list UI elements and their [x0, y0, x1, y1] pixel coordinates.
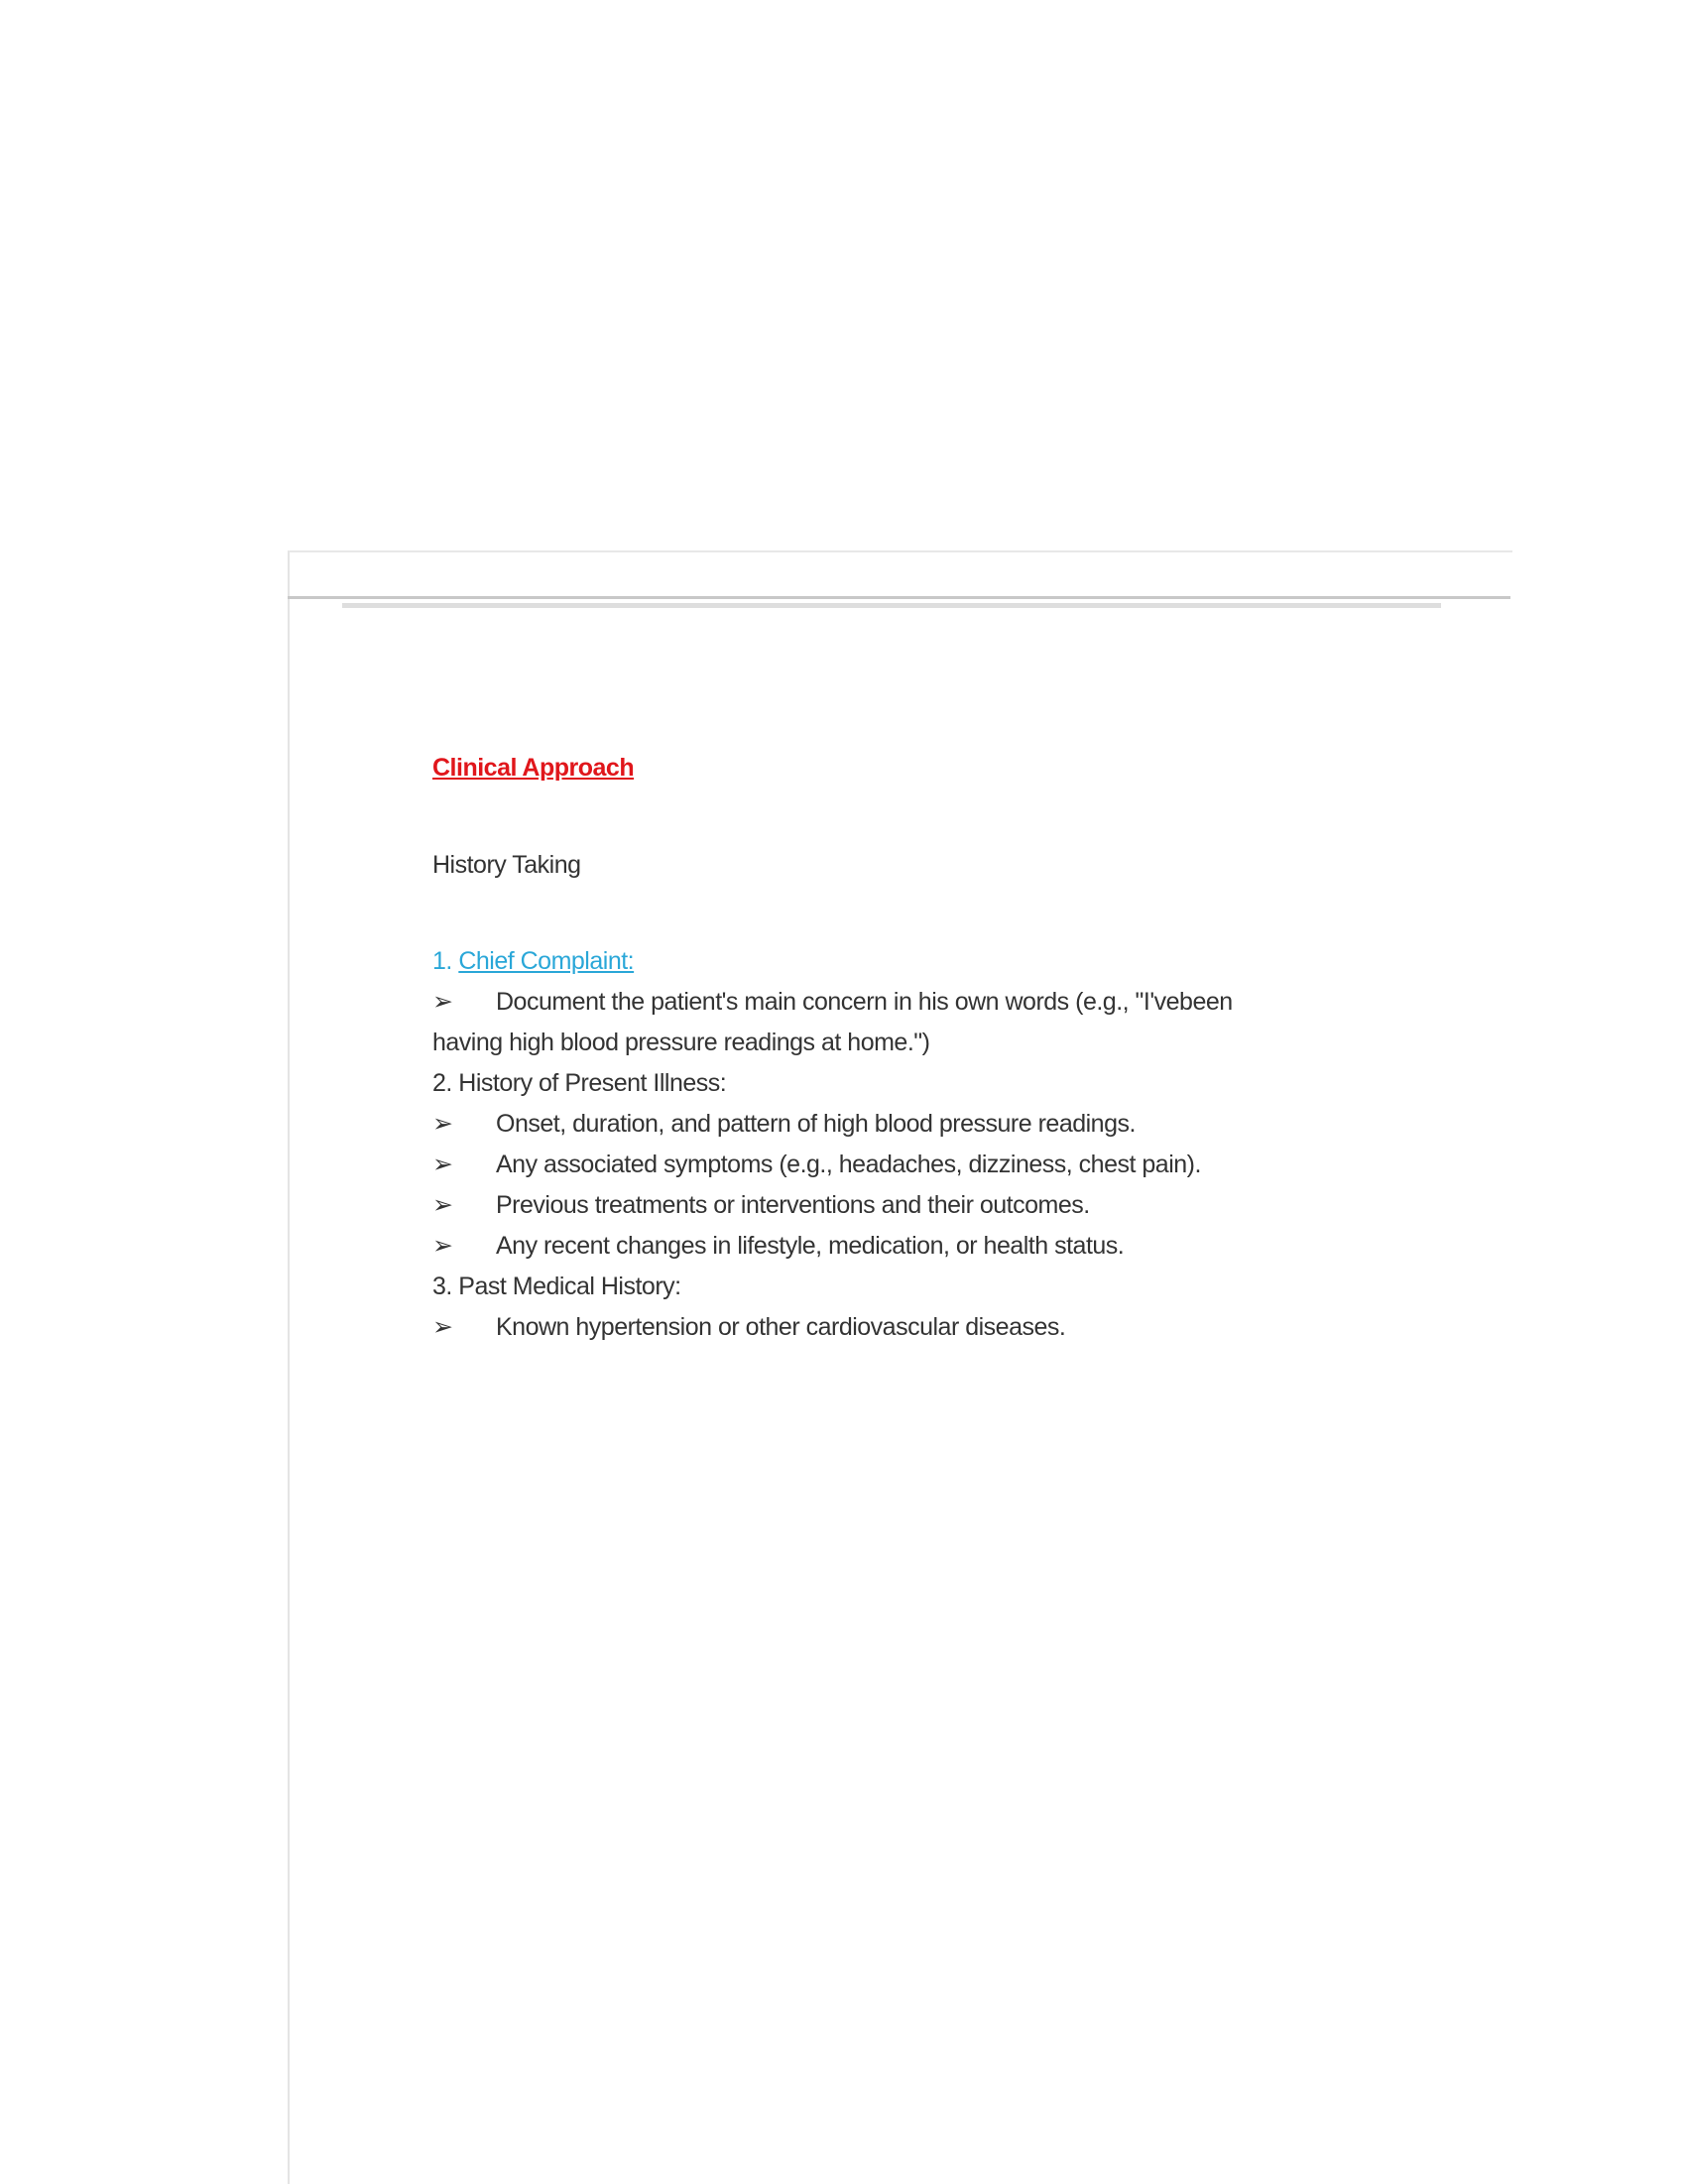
list-item [432, 982, 1424, 1023]
list-item [432, 1185, 1424, 1226]
list-item-text: Onset, duration, and pattern of high blood pressure readings. [496, 1110, 1136, 1138]
arrow-bullet-icon: ➢ [432, 1232, 453, 1260]
subheading: History Taking [432, 851, 581, 879]
list-item-text: Document the patient's main concern in his own words (e.g., "I'vebeen [496, 988, 1233, 1016]
chief-complaint-link[interactable]: Chief Complaint: [458, 947, 635, 975]
arrow-bullet-icon: ➢ [432, 1110, 453, 1138]
list-item-text: Previous treatments or interventions and their outcomes. [496, 1191, 1090, 1219]
pmh-title: 3. Past Medical History: [432, 1273, 681, 1300]
hpi-title: 2. History of Present Illness: [432, 1069, 727, 1097]
list-item [432, 1104, 1424, 1145]
header-bar [342, 603, 1441, 608]
chief-complaint-title [432, 941, 1424, 982]
list-item [432, 1145, 1424, 1185]
list-item-text: Any associated symptoms (e.g., headaches, dizziness, chest pain). [496, 1151, 1201, 1178]
list-item [432, 1226, 1424, 1267]
header-rule [288, 596, 1510, 599]
arrow-bullet-icon: ➢ [432, 1313, 453, 1341]
section-number: 1. [432, 947, 452, 975]
list-item [432, 1307, 1424, 1348]
document-body [432, 754, 1424, 1348]
list-item-text: Known hypertension or other cardiovascular diseases. [496, 1313, 1066, 1341]
arrow-bullet-icon: ➢ [432, 988, 453, 1016]
list-item-text: Any recent changes in lifestyle, medication, or health status. [496, 1232, 1125, 1260]
arrow-bullet-icon: ➢ [432, 1151, 453, 1178]
arrow-bullet-icon: ➢ [432, 1191, 453, 1219]
list-item-continuation: having high blood pressure readings at home.") [432, 1029, 930, 1056]
section-heading: Clinical Approach [432, 754, 635, 782]
